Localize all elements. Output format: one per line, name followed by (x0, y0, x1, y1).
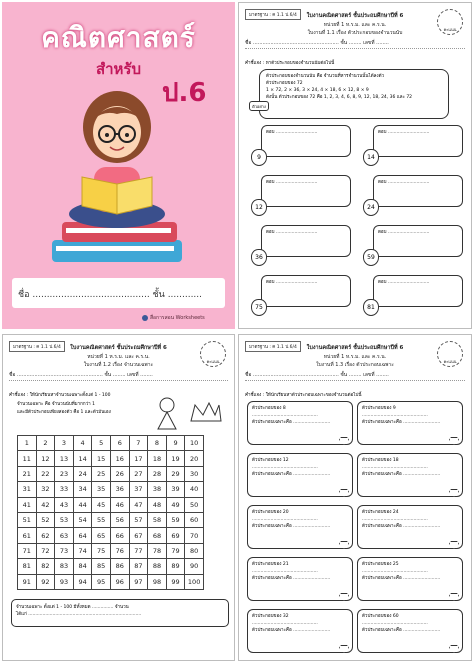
grid-cell[interactable]: 79 (166, 543, 185, 558)
factor-label: ตัวประกอบของ 9 (362, 406, 396, 411)
grid-cell[interactable]: 22 (36, 466, 55, 481)
grid-cell[interactable]: 87 (129, 559, 148, 574)
prime-factor-label: ตัวประกอบเฉพาะคือ .......................... (362, 576, 441, 581)
grid-cell[interactable]: 35 (92, 482, 111, 497)
factor-label: ตัวประกอบของ 12 (252, 458, 289, 463)
standard-tag: มาตรฐาน : ค 1.1 ป.6/4 (245, 9, 301, 20)
apple-number-icon: 14 (363, 149, 379, 166)
grid-cell[interactable]: 53 (55, 512, 74, 527)
answer-label: ตอบ ............................. (378, 280, 430, 285)
grid-cell[interactable]: 31 (18, 482, 37, 497)
grid-cell[interactable]: 92 (36, 574, 55, 589)
grid-cell[interactable]: 83 (55, 559, 74, 574)
answer-line: จำนวนเฉพาะ ตั้งแต่ 1 - 100 มีทั้งหมด ............... จำนวน (16, 605, 129, 610)
cover-subtitle: สำหรับ (95, 60, 142, 78)
grid-cell[interactable]: 39 (166, 482, 185, 497)
grid-cell[interactable]: 42 (36, 497, 55, 512)
grid-cell[interactable]: 10 (185, 436, 204, 451)
name-row: ชื่อ ...................................................... ชั้น ........ เลขที่ ........ (245, 39, 465, 49)
grid-cell[interactable]: 6 (110, 436, 129, 451)
example-title: ตัวประกอบของจำนวนนับ คือ จำนวนที่หารจำนวนนั้นได้ลงตัว (266, 74, 385, 79)
grid-cell[interactable]: 99 (166, 574, 185, 589)
answer-box[interactable] (373, 225, 463, 257)
worksheet-title: ใบงานคณิตศาสตร์ ชั้นประถมศึกษาปีที่ 6 (70, 345, 167, 351)
answer-box[interactable] (261, 175, 351, 207)
grid-cell[interactable]: 63 (55, 528, 74, 543)
grid-cell[interactable]: 23 (55, 466, 74, 481)
grid-cell[interactable]: 21 (18, 466, 37, 481)
answer-label: ตอบ ............................. (266, 280, 318, 285)
apple-number-icon: 24 (363, 199, 379, 216)
worksheet-title: ใบงานคณิตศาสตร์ ชั้นประถมศึกษาปีที่ 6 (306, 345, 404, 351)
facebook-icon (142, 315, 148, 321)
grid-cell[interactable]: 12 (36, 451, 55, 466)
grid-cell[interactable]: 61 (18, 528, 37, 543)
grid-cell[interactable]: 46 (110, 497, 129, 512)
apple-number-icon: 75 (251, 299, 267, 316)
grid-cell[interactable]: 86 (110, 559, 129, 574)
answer-label: ตอบ ............................. (378, 180, 430, 185)
grid-row (18, 528, 204, 543)
name-row: ชื่อ ...................................................... ชั้น ........ เลขที่ ........ (9, 371, 228, 381)
answer-box[interactable] (373, 175, 463, 207)
prime-factor-card[interactable]: ตัวประกอบของ 24 .............................................. ตัวประกอบเฉพาะคือ .......................... (357, 505, 463, 549)
prime-factor-card[interactable]: ตัวประกอบของ 18 .............................................. ตัวประกอบเฉพาะคือ .......................... (357, 453, 463, 497)
prime-factor-card[interactable]: ตัวประกอบของ 8 .............................................. ตัวประกอบเฉพาะคือ .......................... (247, 401, 353, 445)
grid-cell[interactable]: 67 (129, 528, 148, 543)
answer-label: ตอบ ............................. (378, 230, 430, 235)
grid-cell[interactable]: 30 (185, 466, 204, 481)
prime-factor-label: ตัวประกอบเฉพาะคือ .......................... (362, 628, 441, 633)
grid-cell[interactable]: 11 (18, 451, 37, 466)
grid-cell[interactable]: 33 (55, 482, 74, 497)
answer-box[interactable] (261, 275, 351, 307)
grid-row (18, 482, 204, 497)
grid-cell[interactable]: 43 (55, 497, 74, 512)
instruction: คำชี้แจง : ให้นักเรียนหาจำนวนเฉพาะตั้งแต่ 1 - 100 (9, 393, 111, 398)
answer-label: ตอบ ............................. (378, 130, 430, 135)
answer-box[interactable] (261, 125, 351, 157)
grid-cell[interactable]: 25 (92, 466, 111, 481)
grid-cell[interactable]: 7 (129, 436, 148, 451)
grid-cell[interactable]: 2 (36, 436, 55, 451)
grid-cell[interactable]: 93 (55, 574, 74, 589)
factor-label: ตัวประกอบของ 32 (252, 614, 289, 619)
grid-row (18, 466, 204, 481)
worksheet-plan: ใบงานที่ 1.1 เรื่อง ตัวประกอบของจำนวนนับ (307, 30, 403, 36)
grid-cell[interactable]: 82 (36, 559, 55, 574)
score-badge: คะแนน (437, 9, 463, 35)
answer-line2: ได้แก่ ............................................................................... (16, 612, 142, 617)
answer-label: ตอบ ............................. (266, 130, 318, 135)
girl-reading-illustration (42, 82, 192, 272)
grid-cell[interactable]: 52 (36, 512, 55, 527)
standard-tag: มาตรฐาน : ค 1.1 ป.6/4 (9, 341, 65, 352)
instruction: คำชี้แจง : ให้นักเรียนหาตัวประกอบเฉพาะของจำนวนต่อไปนี้ (245, 393, 362, 398)
grid-row (18, 451, 204, 466)
grid-row (18, 543, 204, 558)
grid-cell[interactable]: 95 (92, 574, 111, 589)
prime-factor-label: ตัวประกอบเฉพาะคือ .......................... (362, 420, 441, 425)
grid-cell[interactable]: 98 (148, 574, 167, 589)
worksheet-prime-factors (238, 334, 472, 661)
grid-cell[interactable]: 70 (185, 528, 204, 543)
grid-cell[interactable]: 81 (18, 559, 37, 574)
grid-cell[interactable]: 80 (185, 543, 204, 558)
instruction: คำชี้แจง : หาตัวประกอบของจำนวนนับต่อไปนี้ (245, 61, 335, 66)
grid-row (18, 512, 204, 527)
grid-cell[interactable]: 56 (110, 512, 129, 527)
name-row: ชื่อ ...................................................... ชั้น ........ เลขที่ ........ (245, 371, 465, 381)
grid-cell[interactable]: 94 (73, 574, 92, 589)
grid-cell[interactable]: 20 (185, 451, 204, 466)
grid-cell[interactable]: 29 (166, 466, 185, 481)
grid-cell[interactable]: 97 (129, 574, 148, 589)
answer-label: ตอบ ............................. (266, 230, 318, 235)
factor-label: ตัวประกอบของ 20 (252, 510, 289, 515)
prime-factor-card[interactable]: ตัวประกอบของ 32 .............................................. ตัวประกอบเฉพาะคือ .......................... (247, 609, 353, 653)
factor-label: ตัวประกอบของ 25 (362, 562, 399, 567)
factor-label: ตัวประกอบของ 24 (362, 510, 399, 515)
grid-cell[interactable]: 54 (73, 512, 92, 527)
grid-row (18, 497, 204, 512)
grid-cell[interactable]: 84 (73, 559, 92, 574)
factor-label: ตัวประกอบของ 21 (252, 562, 289, 567)
grid-cell[interactable]: 19 (166, 451, 185, 466)
prime-factor-label: ตัวประกอบเฉพาะคือ .......................... (252, 420, 331, 425)
brand: สื่อการสอน Worksheets (142, 314, 205, 322)
grid-cell[interactable]: 73 (55, 543, 74, 558)
grid-cell[interactable]: 91 (18, 574, 37, 589)
worksheet-title: ใบงานคณิตศาสตร์ ชั้นประถมศึกษาปีที่ 6 (306, 13, 404, 19)
grid-cell[interactable]: 15 (92, 451, 111, 466)
grid-cell[interactable]: 37 (129, 482, 148, 497)
cover-grade: ป.6 (162, 78, 207, 108)
grid-cell[interactable]: 78 (148, 543, 167, 558)
grid-cell[interactable]: 24 (73, 466, 92, 481)
apple-number-icon: 9 (251, 149, 267, 166)
grid-cell[interactable]: 34 (73, 482, 92, 497)
apple-number-icon: 36 (251, 249, 267, 266)
example-tag: ตัวอย่าง (249, 101, 269, 111)
prime-factor-card[interactable]: ตัวประกอบของ 9 .............................................. ตัวประกอบเฉพาะคือ .......................... (357, 401, 463, 445)
grid-cell[interactable]: 38 (148, 482, 167, 497)
grid-row (18, 574, 204, 589)
grid-cell[interactable]: 62 (36, 528, 55, 543)
apple-number-icon: 81 (363, 299, 379, 316)
grid-cell[interactable]: 65 (92, 528, 111, 543)
grid-cell[interactable]: 57 (129, 512, 148, 527)
grid-cell[interactable]: 14 (73, 451, 92, 466)
grid-cell[interactable]: 18 (148, 451, 167, 466)
grid-cell[interactable]: 16 (110, 451, 129, 466)
example-box (259, 69, 449, 119)
worksheet-unit: หน่วยที่ 1 ห.ร.ม. และ ค.ร.น. (323, 354, 387, 360)
class-label: ชั้น (152, 290, 165, 300)
example-line2: ดังนั้น ตัวประกอบของ 72 คือ 1, 2, 3, 4, 6, 8, 9, 12, 18, 24, 36 และ 72 (266, 95, 413, 100)
worksheet-primes (2, 334, 235, 661)
grid-cell[interactable]: 66 (110, 528, 129, 543)
example-number: ตัวประกอบของ 72 (266, 81, 303, 86)
definition-line1: จำนวนเฉพาะ คือ จำนวนนับที่มากกว่า 1 (17, 402, 95, 407)
prime-factor-card[interactable]: ตัวประกอบของ 12 .............................................. ตัวประกอบเฉพาะคือ .......................... (247, 453, 353, 497)
grid-cell[interactable]: 90 (185, 559, 204, 574)
grid-cell[interactable]: 4 (73, 436, 92, 451)
cover-name-field: ชื่อ ......................................... ชั้น ............ (12, 278, 225, 308)
princess-crown-icon (153, 393, 223, 431)
grid-cell[interactable]: 77 (129, 543, 148, 558)
grid-cell[interactable]: 17 (129, 451, 148, 466)
grid-cell[interactable]: 26 (110, 466, 129, 481)
prime-factor-label: ตัวประกอบเฉพาะคือ .......................... (252, 628, 331, 633)
prime-answer-box (11, 599, 229, 627)
answer-box[interactable] (373, 125, 463, 157)
score-badge: คะแนน (437, 341, 463, 367)
prime-factor-card[interactable]: ตัวประกอบของ 25 .............................................. ตัวประกอบเฉพาะคือ .......................... (357, 557, 463, 601)
grid-cell[interactable]: 32 (36, 482, 55, 497)
prime-factor-label: ตัวประกอบเฉพาะคือ .......................... (252, 576, 331, 581)
grid-cell[interactable]: 40 (185, 482, 204, 497)
grid-cell[interactable]: 41 (18, 497, 37, 512)
prime-factor-label: ตัวประกอบเฉพาะคือ .......................... (362, 472, 441, 477)
grid-cell[interactable]: 88 (148, 559, 167, 574)
grid-cell[interactable]: 96 (110, 574, 129, 589)
factor-label: ตัวประกอบของ 18 (362, 458, 399, 463)
grid-cell[interactable]: 1 (18, 436, 37, 451)
answer-box[interactable] (373, 275, 463, 307)
worksheet-unit: หน่วยที่ 1 ห.ร.ม. และ ค.ร.น. (323, 22, 387, 28)
grid-cell[interactable]: 58 (148, 512, 167, 527)
grid-cell[interactable]: 36 (110, 482, 129, 497)
name-label: ชื่อ (18, 290, 30, 300)
prime-definition (17, 401, 147, 417)
grid-cell[interactable]: 64 (73, 528, 92, 543)
grid-cell[interactable]: 72 (36, 543, 55, 558)
grid-cell[interactable]: 48 (148, 497, 167, 512)
grid-cell[interactable]: 28 (148, 466, 167, 481)
grid-cell[interactable]: 45 (92, 497, 111, 512)
grid-cell[interactable]: 55 (92, 512, 111, 527)
grid-cell[interactable]: 49 (166, 497, 185, 512)
grid-cell[interactable]: 5 (92, 436, 111, 451)
standard-tag: มาตรฐาน : ค 1.1 ป.6/4 (245, 341, 301, 352)
grid-cell[interactable]: 85 (92, 559, 111, 574)
grid-cell[interactable]: 75 (92, 543, 111, 558)
example-line1: 1 × 72, 2 × 36, 3 × 24, 4 × 18, 6 × 12, 8 × 9 (266, 88, 369, 93)
apple-number-icon: 12 (251, 199, 267, 216)
definition-line2: และมีตัวประกอบเพียงสองตัว คือ 1 และตัวมันเอง (17, 410, 111, 415)
cover-title: คณิตศาสตร์ (41, 21, 196, 54)
grid-cell[interactable]: 13 (55, 451, 74, 466)
worksheet-plan: ใบงานที่ 1.2 เรื่อง จำนวนเฉพาะ (83, 362, 154, 368)
answer-box[interactable] (261, 225, 351, 257)
cover-page (2, 2, 235, 329)
grid-cell[interactable]: 100 (185, 574, 204, 589)
number-grid (17, 435, 204, 590)
grid-cell[interactable]: 27 (129, 466, 148, 481)
grid-cell[interactable]: 9 (166, 436, 185, 451)
worksheet-unit: หน่วยที่ 1 ห.ร.ม. และ ค.ร.น. (87, 354, 150, 360)
worksheet-factors (238, 2, 472, 329)
grid-cell[interactable]: 76 (110, 543, 129, 558)
grid-cell[interactable]: 51 (18, 512, 37, 527)
prime-factor-card[interactable]: ตัวประกอบของ 21 .............................................. ตัวประกอบเฉพาะคือ .......................... (247, 557, 353, 601)
grid-cell[interactable]: 69 (166, 528, 185, 543)
grid-cell[interactable]: 60 (185, 512, 204, 527)
score-badge: คะแนน (200, 341, 226, 367)
grid-cell[interactable]: 59 (166, 512, 185, 527)
grid-row (18, 559, 204, 574)
grid-cell[interactable]: 89 (166, 559, 185, 574)
prime-factor-label: ตัวประกอบเฉพาะคือ .......................... (252, 524, 331, 529)
grid-cell[interactable]: 50 (185, 497, 204, 512)
grid-cell[interactable]: 74 (73, 543, 92, 558)
grid-cell[interactable]: 3 (55, 436, 74, 451)
factor-label: ตัวประกอบของ 8 (252, 406, 286, 411)
grid-cell[interactable]: 44 (73, 497, 92, 512)
grid-cell[interactable]: 71 (18, 543, 37, 558)
prime-factor-card[interactable]: ตัวประกอบของ 60 .............................................. ตัวประกอบเฉพาะคือ .......................... (357, 609, 463, 653)
apple-number-icon: 59 (363, 249, 379, 266)
answer-label: ตอบ ............................. (266, 180, 318, 185)
prime-factor-label: ตัวประกอบเฉพาะคือ .......................... (252, 472, 331, 477)
grid-cell[interactable]: 68 (148, 528, 167, 543)
grid-cell[interactable]: 47 (129, 497, 148, 512)
prime-factor-card[interactable]: ตัวประกอบของ 20 .............................................. ตัวประกอบเฉพาะคือ .......................... (247, 505, 353, 549)
factor-label: ตัวประกอบของ 60 (362, 614, 399, 619)
prime-factor-label: ตัวประกอบเฉพาะคือ .......................... (362, 524, 441, 529)
grid-row (18, 436, 204, 451)
grid-cell[interactable]: 8 (148, 436, 167, 451)
worksheet-plan: ใบงานที่ 1.3 เรื่อง ตัวประกอบเฉพาะ (316, 362, 394, 368)
